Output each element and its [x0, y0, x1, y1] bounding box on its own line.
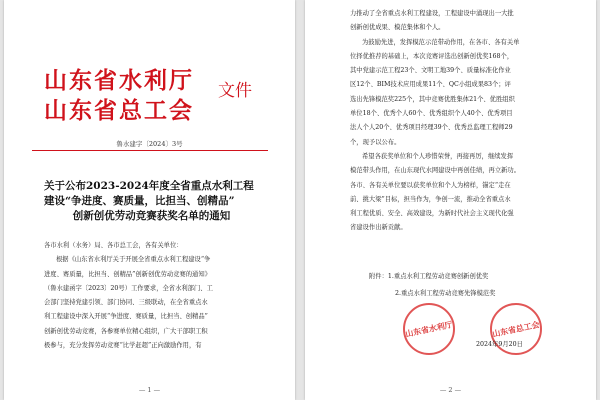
body-line: 位择优推荐的基础上，本次竞赛评选出创新创优奖168个， — [350, 52, 514, 60]
body-text-page-2 — [350, 7, 520, 236]
body-text-page-1 — [44, 239, 213, 353]
seal-left-text: 山东省水利厅 — [404, 318, 454, 339]
header-suffix: 文件 — [218, 81, 252, 101]
body-line: 创新创优劳动竞赛，各参赛单位精心组织，广大干部职工积 — [44, 327, 208, 335]
body-line: 创新创优成果、模范集体和个人。 — [350, 24, 445, 32]
body-line: 单位18个、优秀个人60个、优秀组织个人40个、优秀项目 — [350, 110, 513, 118]
body-line: 各市、各有关单位要以获奖单位和个人为榜样，锚定“走在 — [350, 181, 511, 189]
body-line: 个，现予以公布。 — [350, 138, 401, 146]
header-line-1: 山东省水利厅 — [44, 67, 194, 94]
salutation: 各市水利（水务）局、各市总工会，各有关单位： — [44, 242, 183, 249]
body-line: （鲁水建函字〔2023〕20号）工作要求，全省水利部门、工 — [44, 284, 213, 292]
body-line: 选出先锋模范奖225个，其中竞赛优胜集体21个、优胜组织 — [350, 95, 515, 103]
body-line: 进度、赛质量，比担当、创精品”创新创优劳动竞赛的通知》 — [44, 270, 211, 278]
body-line: 为鼓励先进，发挥模范示范带动作用，在各市、各有关单 — [362, 38, 520, 46]
body-line: 省建设作出新贡献。 — [350, 224, 407, 232]
body-line: 利工程建设中深入开展“争进度、赛质量，比担当、创精品” — [44, 313, 208, 321]
header-line-2: 山东省总工会 — [44, 97, 194, 124]
red-divider — [32, 150, 268, 151]
body-line: 根据《山东省水利厅关于开展全省重点水利工程建设“争 — [56, 256, 211, 264]
attachment-1: 附件：1.重点水利工程劳动竞赛创新创优奖 — [369, 273, 489, 280]
attachment-2: 2.重点水利工程劳动竞赛先锋模范奖 — [395, 290, 496, 297]
seal-right-text: 山东省总工会 — [491, 318, 541, 339]
body-line: 其中党建示范工程23个、文明工地39个、质量标准化作业 — [350, 67, 511, 75]
notice-title — [44, 179, 259, 224]
body-line: 利工程优质、安全、高效建设，为新时代社会主义现代化强 — [350, 210, 514, 218]
body-line: 区12个、BIM技术应用成果11个、QC小组成果83个；评 — [350, 81, 511, 89]
body-line: 希望各获奖单位和个人珍惜荣誉，再接再厉，继续发挥 — [362, 152, 514, 160]
doc-number: 鲁水建字〔2024〕3号 — [116, 140, 183, 148]
seal-water-resources-dept — [403, 303, 455, 355]
body-line: 极参与，充分发挥劳动竞赛“比学赶超”正向激励作用，有 — [44, 342, 202, 350]
document-page-1 — [4, 0, 295, 400]
body-line: 前、挑大梁”目标，担当作为，争创一流，推动全省重点水 — [350, 195, 511, 203]
page-number-2: — 2 — — [439, 386, 462, 394]
title-line-1: 关于公布2023-2024年度全省重点水利工程 — [44, 180, 254, 192]
issue-date: 2024年9月20日 — [476, 341, 523, 348]
body-line: 力推动了全省重点水利工程建设，工程建设中涌现出一大批 — [350, 10, 514, 17]
body-line: 模范带头作用，在山东现代水网建设中再创佳绩，再立新功。 — [350, 167, 521, 175]
body-line: 法人个人20个、优秀项目经理39个、优秀总监理工程师29 — [350, 124, 513, 132]
document-page-2 — [305, 0, 596, 400]
body-line: 会部门坚持党建引领、部门协同、三级联动，在全省重点水 — [44, 299, 208, 307]
title-line-2: 建设“争进度、赛质量，比担当、创精品” — [44, 195, 235, 207]
title-line-3: 创新创优劳动竞赛获奖名单的通知 — [72, 210, 231, 222]
page-number-1: — 1 — — [138, 386, 161, 394]
